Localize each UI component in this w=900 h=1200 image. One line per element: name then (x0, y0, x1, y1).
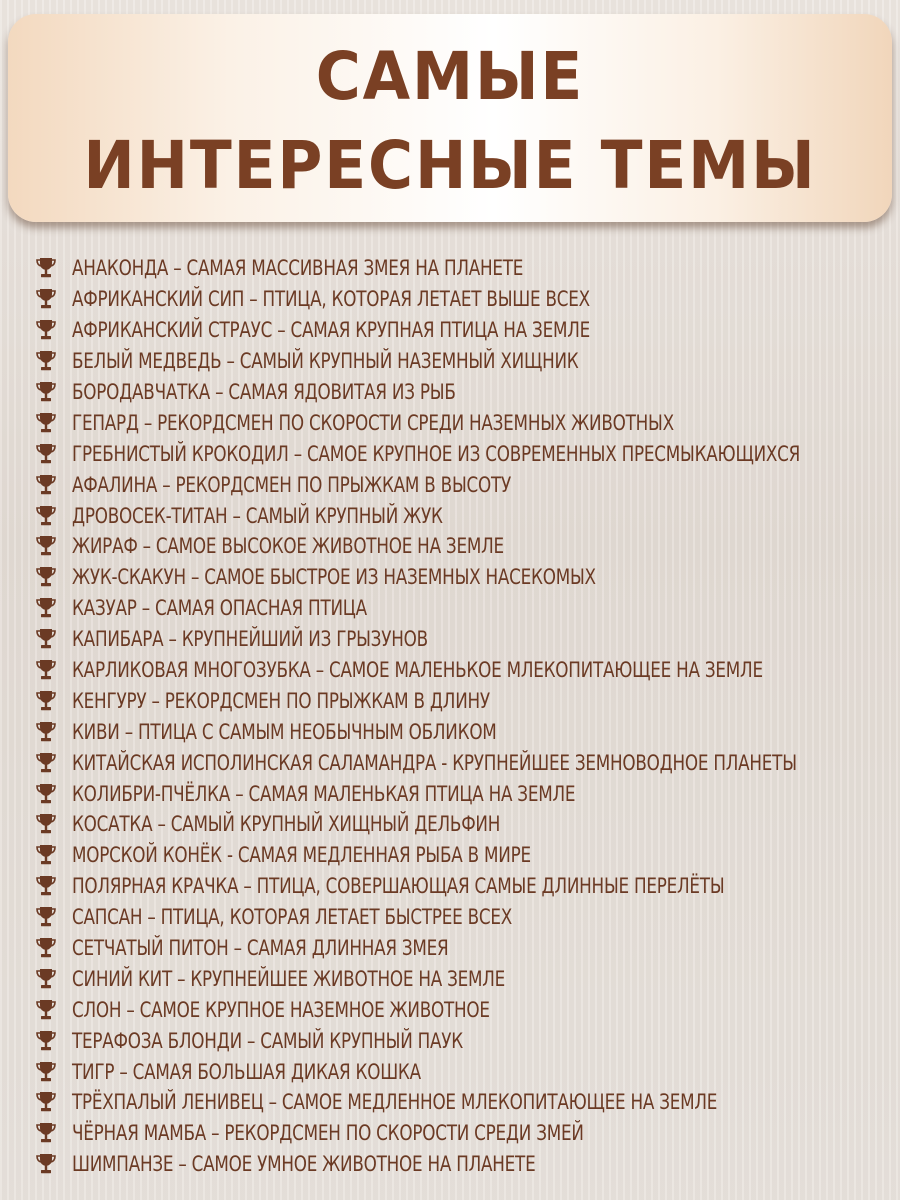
list-item (36, 778, 896, 809)
trophy-cup-icon (36, 288, 56, 310)
trophy-cup-icon (36, 350, 56, 372)
list-item (36, 315, 896, 346)
trophy-cup-icon (36, 566, 56, 588)
topic-text: БЕЛЫЙ МЕДВЕДЬ – САМЫЙ КРУПНЫЙ НАЗЕМНЫЙ ХИЩНИК (72, 349, 579, 374)
list-item (36, 284, 896, 315)
trophy-cup-icon (36, 1122, 56, 1144)
trophy-cup-icon (36, 968, 56, 990)
list-item (36, 716, 896, 747)
list-item (36, 407, 896, 438)
trophy-cup-icon (36, 1153, 56, 1175)
trophy-cup-icon (36, 875, 56, 897)
list-item (36, 685, 896, 716)
trophy-cup-icon (36, 1061, 56, 1083)
topic-text: САПСАН – ПТИЦА, КОТОРАЯ ЛЕТАЕТ БЫСТРЕЕ ВСЕХ (72, 905, 513, 930)
topic-text: КОЛИБРИ-ПЧЁЛКА – САМАЯ МАЛЕНЬКАЯ ПТИЦА НА ЗЕМЛЕ (72, 781, 576, 806)
trophy-cup-icon (36, 844, 56, 866)
topic-text: АФАЛИНА – РЕКОРДСМЕН ПО ПРЫЖКАМ В ВЫСОТУ (72, 472, 512, 497)
topic-text: АФРИКАНСКИЙ СИП – ПТИЦА, КОТОРАЯ ЛЕТАЕТ ВЫШЕ ВСЕХ (72, 287, 590, 312)
trophy-cup-icon (36, 999, 56, 1021)
list-item (36, 438, 896, 469)
trophy-cup-icon (36, 628, 56, 650)
list-item (36, 902, 896, 933)
list-item (36, 1118, 896, 1149)
topic-text: МОРСКОЙ КОНЁК - САМАЯ МЕДЛЕННАЯ РЫБА В МИРЕ (72, 843, 531, 868)
trophy-cup-icon (36, 937, 56, 959)
topic-text: ПОЛЯРНАЯ КРАЧКА – ПТИЦА, СОВЕРШАЮЩАЯ САМЫЕ ДЛИННЫЕ ПЕРЕЛЁТЫ (72, 874, 725, 899)
trophy-cup-icon (36, 783, 56, 805)
page-title-line-2: ИНТЕРЕСНЫЕ ТЕМЫ (83, 127, 817, 204)
trophy-cup-icon (36, 906, 56, 928)
page-title-line-1: САМЫЕ (315, 38, 585, 115)
trophy-cup-icon (36, 319, 56, 341)
topic-text: КИТАЙСКАЯ ИСПОЛИНСКАЯ САЛАМАНДРА - КРУПНЕЙШЕЕ ЗЕМНОВОДНОЕ ПЛАНЕТЫ (72, 750, 797, 775)
topic-text: АНАКОНДА – САМАЯ МАССИВНАЯ ЗМЕЯ НА ПЛАНЕТЕ (72, 256, 524, 281)
topic-text: КЕНГУРУ – РЕКОРДСМЕН ПО ПРЫЖКАМ В ДЛИНУ (72, 688, 490, 713)
topic-text: АФРИКАНСКИЙ СТРАУС – САМАЯ КРУПНАЯ ПТИЦА НА ЗЕМЛЕ (72, 318, 590, 343)
topic-text: ШИМПАНЗЕ – САМОЕ УМНОЕ ЖИВОТНОЕ НА ПЛАНЕТЕ (72, 1152, 536, 1177)
list-item (36, 469, 896, 500)
trophy-cup-icon (36, 1030, 56, 1052)
topic-text: ТРЁХПАЛЫЙ ЛЕНИВЕЦ – САМОЕ МЕДЛЕННОЕ МЛЕКОПИТАЮЩЕЕ НА ЗЕМЛЕ (72, 1090, 718, 1115)
list-item (36, 531, 896, 562)
list-item (36, 624, 896, 655)
trophy-cup-icon (36, 474, 56, 496)
topic-text: ЧЁРНАЯ МАМБА – РЕКОРДСМЕН ПО СКОРОСТИ СРЕДИ ЗМЕЙ (72, 1121, 584, 1146)
topic-text: ГРЕБНИСТЫЙ КРОКОДИЛ – САМОЕ КРУПНОЕ ИЗ СОВРЕМЕННЫХ ПРЕСМЫКАЮЩИХСЯ (72, 441, 801, 466)
trophy-cup-icon (36, 813, 56, 835)
trophy-cup-icon (36, 535, 56, 557)
trophy-cup-icon (36, 505, 56, 527)
list-item (36, 963, 896, 994)
topic-text: ЖИРАФ – САМОЕ ВЫСОКОЕ ЖИВОТНОЕ НА ЗЕМЛЕ (72, 534, 504, 559)
list-item (36, 1087, 896, 1118)
trophy-cup-icon (36, 659, 56, 681)
list-item (36, 500, 896, 531)
list-item (36, 593, 896, 624)
list-item (36, 562, 896, 593)
topic-text: СИНИЙ КИТ – КРУПНЕЙШЕЕ ЖИВОТНОЕ НА ЗЕМЛЕ (72, 966, 505, 991)
trophy-cup-icon (36, 1091, 56, 1113)
trophy-cup-icon (36, 721, 56, 743)
list-item (36, 253, 896, 284)
topic-text: КАПИБАРА – КРУПНЕЙШИЙ ИЗ ГРЫЗУНОВ (72, 627, 428, 652)
topic-text: ГЕПАРД – РЕКОРДСМЕН ПО СКОРОСТИ СРЕДИ НАЗЕМНЫХ ЖИВОТНЫХ (72, 410, 674, 435)
topic-text: ТИГР – САМАЯ БОЛЬШАЯ ДИКАЯ КОШКА (72, 1059, 421, 1084)
list-item (36, 1056, 896, 1087)
trophy-cup-icon (36, 412, 56, 434)
list-item (36, 840, 896, 871)
trophy-cup-icon (36, 257, 56, 279)
list-item (36, 933, 896, 964)
list-item (36, 871, 896, 902)
list-item (36, 1149, 896, 1180)
topic-text: БОРОДАВЧАТКА – САМАЯ ЯДОВИТАЯ ИЗ РЫБ (72, 380, 456, 404)
list-item (36, 809, 896, 840)
list-item (36, 994, 896, 1025)
topic-text: СЛОН – САМОЕ КРУПНОЕ НАЗЕМНОЕ ЖИВОТНОЕ (72, 997, 490, 1022)
topic-text: ДРОВОСЕК-ТИТАН – САМЫЙ КРУПНЫЙ ЖУК (72, 503, 443, 528)
trophy-cup-icon (36, 690, 56, 712)
trophy-cup-icon (36, 381, 56, 403)
trophy-cup-icon (36, 443, 56, 465)
list-item (36, 346, 896, 377)
topic-text: КАРЛИКОВАЯ МНОГОЗУБКА – САМОЕ МАЛЕНЬКОЕ МЛЕКОПИТАЮЩЕЕ НА ЗЕМЛЕ (72, 658, 763, 683)
list-item (36, 377, 896, 408)
topic-text: ЖУК-СКАКУН – САМОЕ БЫСТРОЕ ИЗ НАЗЕМНЫХ НАСЕКОМЫХ (72, 565, 596, 590)
topic-text: КАЗУАР – САМАЯ ОПАСНАЯ ПТИЦА (72, 596, 367, 621)
topic-text: ТЕРАФОЗА БЛОНДИ – САМЫЙ КРУПНЫЙ ПАУК (72, 1028, 463, 1053)
list-item (36, 747, 896, 778)
topic-list (36, 253, 896, 1180)
topic-text: СЕТЧАТЫЙ ПИТОН – САМАЯ ДЛИННАЯ ЗМЕЯ (72, 936, 449, 961)
topic-text: КОСАТКА – САМЫЙ КРУПНЫЙ ХИЩНЫЙ ДЕЛЬФИН (72, 812, 501, 837)
list-item (36, 1025, 896, 1056)
trophy-cup-icon (36, 752, 56, 774)
topic-text: КИВИ – ПТИЦА С САМЫМ НЕОБЫЧНЫМ ОБЛИКОМ (72, 719, 497, 744)
list-item (36, 655, 896, 686)
trophy-cup-icon (36, 597, 56, 619)
